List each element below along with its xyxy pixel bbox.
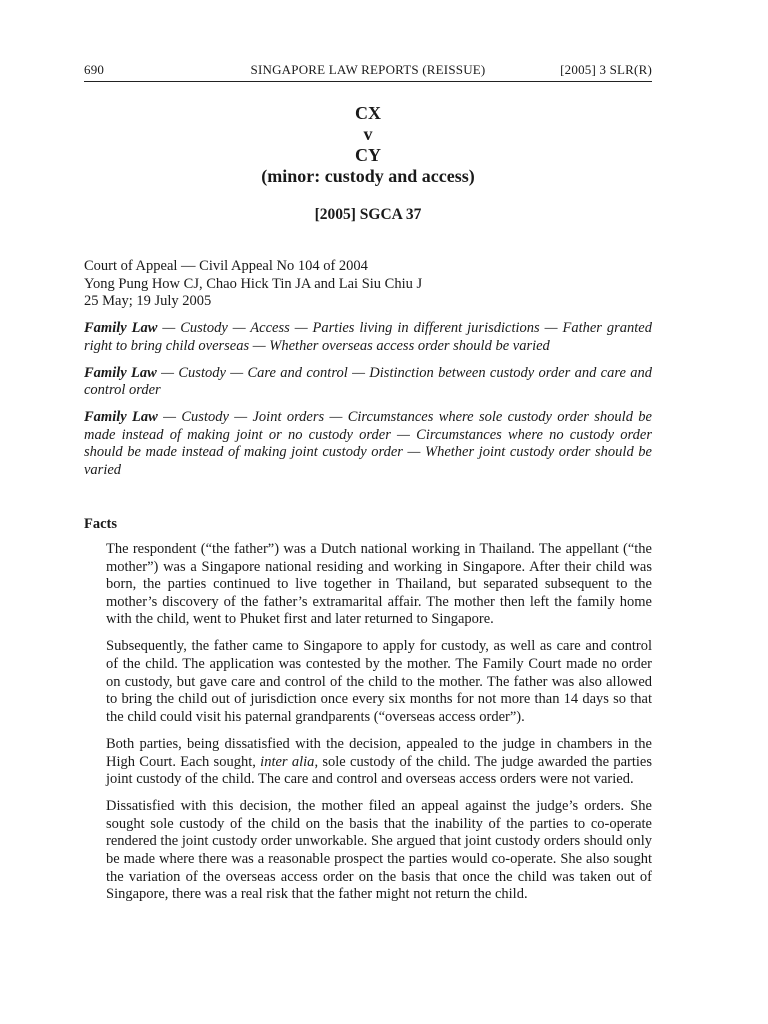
court-case-number: Court of Appeal — Civil Appeal No 104 of 2004 <box>84 258 368 274</box>
facts-paragraph: Dissatisfied with this decision, the mother filed an appeal against the judge’s orders. She sought sole custody of the child on the basis that the inability of the parties to co-operate rendered the joint custody order unworkable. She argued that joint custody orders should only be made where there was a reasonable prospect the parties would co-operate. She also sought the variation of the overseas access order on the basis that once the child was taken out of Singapore, there was a real risk that the father might not return the child. <box>106 798 652 903</box>
running-title: SINGAPORE LAW REPORTS (REISSUE) <box>250 62 486 77</box>
party-appellant: CX <box>355 103 381 123</box>
catchword-subject: Family Law <box>84 320 158 336</box>
page-number: 690 <box>84 62 105 77</box>
party-respondent: CY <box>355 145 381 165</box>
catchword-entry <box>84 320 652 355</box>
facts-paragraph <box>106 736 652 789</box>
versus-label: v <box>363 124 373 144</box>
facts-body <box>106 541 652 913</box>
header-rule <box>84 81 652 82</box>
catchwords <box>84 320 652 489</box>
paragraph-text: Both parties, being dissatisfied with the decision, appealed to the judge in chambers in the High Court. Each sought, <box>106 735 652 770</box>
catchword-entry <box>84 409 652 479</box>
catchword-text: — Custody — Access — Parties living in different jurisdictions — Father granted right to bring child overseas — Whether overseas access order should be varied <box>84 320 652 354</box>
report-citation: [2005] 3 SLR(R) <box>560 62 652 77</box>
catchword-entry <box>84 365 652 400</box>
facts-paragraph: The respondent (“the father”) was a Dutch national working in Thailand. The appellant (“the mother”) was a Singapore national residing and working in Singapore. After their child was born, the parties continued to live together in Thailand, but separated subsequent to the mother’s discovery of the father’s extramarital affair. The mother then left the family home with the child, went to Phuket first and later returned to Singapore. <box>106 541 652 628</box>
paragraph-text: , sole custody of the child. The judge awarded the parties joint custody of the child. The care and control and overseas access orders were not varied. <box>106 753 652 788</box>
catchword-subject: Family Law <box>84 409 158 425</box>
latin-phrase: inter alia <box>260 753 315 770</box>
court-details <box>84 258 652 311</box>
catchword-text: — Custody — Joint orders — Circumstances where sole custody order should be made instead of making joint or no custody order — Circumstances where no custody order should be made instead of making joint custody order — Whether joint custody order should be varied <box>84 409 652 478</box>
catchword-subject: Family Law <box>84 364 157 381</box>
facts-paragraph: Subsequently, the father came to Singapore to apply for custody, as well as care and control of the child. The application was contested by the mother. The Family Court made no order on custody, but gave care and control of the child to the mother. The father was also allowed to bring the child out of jurisdiction once every six months for not more than 14 days so that the child could visit his paternal grandparents (“overseas access order”). <box>106 638 652 725</box>
neutral-citation: [2005] SGCA 37 <box>314 206 422 223</box>
catchword-text: — Custody — Care and control — Distinction between custody order and care and control order <box>84 364 652 398</box>
facts-heading: Facts <box>84 516 118 532</box>
case-subtitle: (minor: custody and access) <box>261 166 475 186</box>
coram-judges: Yong Pung How CJ, Chao Hick Tin JA and Lai Siu Chiu J <box>84 275 423 292</box>
case-title <box>84 103 652 187</box>
hearing-dates: 25 May; 19 July 2005 <box>84 293 212 309</box>
